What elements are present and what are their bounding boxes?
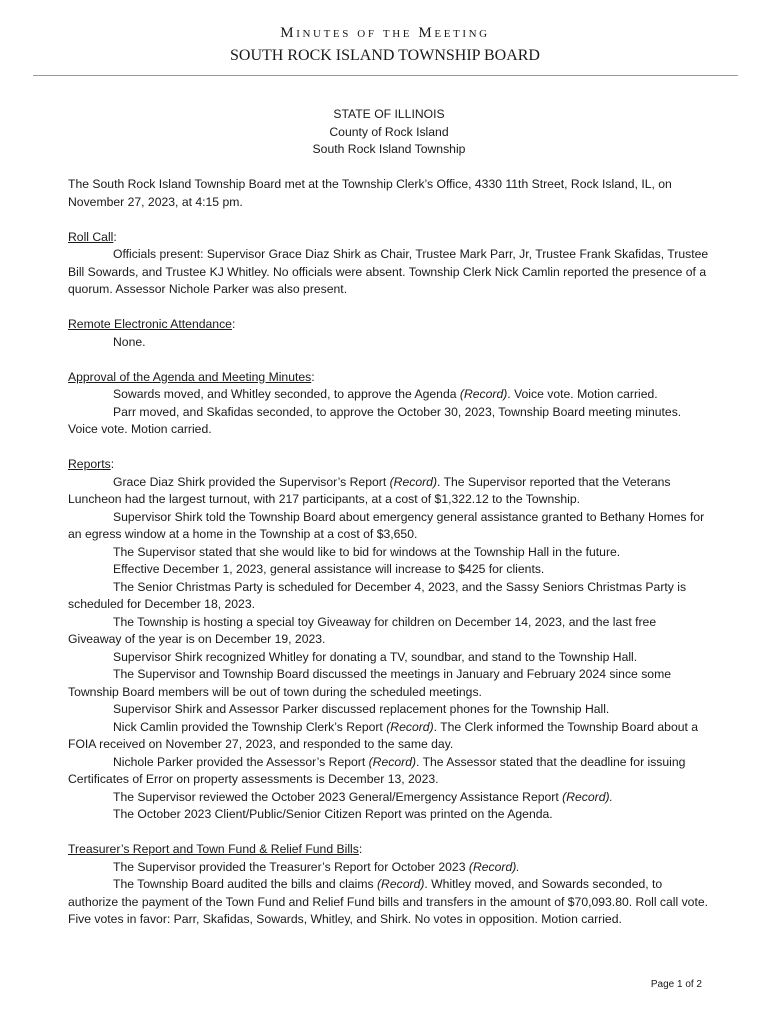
approval-heading: Approval of the Agenda and Meeting Minutes: (68, 369, 315, 384)
minutes-title: Minutes of the Meeting (280, 25, 490, 41)
report-item: Nichole Parker provided the Assessor’s Report (Record). The Assessor stated that the deadline for issuing Certificates of Error on property assessments is December 13, 2023. (68, 754, 686, 786)
report-item: The Supervisor and Township Board discussed the meetings in January and February 2024 since some Township Board members will be out of town during the scheduled meetings. (68, 667, 672, 699)
treasurer-heading: Treasurer’s Report and Town Fund & Relief Fund Bills: (68, 842, 363, 856)
treasurer-report-text: The Supervisor provided the Treasurer’s Report for October 2023 (Record). (113, 859, 520, 874)
treasurer-section (68, 841, 710, 929)
report-item: Grace Diaz Shirk provided the Supervisor’s Report (Record). The Supervisor reported that the Veterans Luncheon had the largest turnout, with 217 participants, at a cost of $1,322.12 to the Township. (68, 474, 671, 506)
page-number: Page 1 of 2 (650, 979, 702, 990)
report-item: The October 2023 Client/Public/Senior Citizen Report was printed on the Agenda. (113, 807, 553, 821)
approval-section (68, 369, 710, 439)
venue-state: STATE OF ILLINOIS (333, 107, 445, 121)
intro-paragraph: The South Rock Island Township Board met at the Township Clerk’s Office, 4330 11th Street, Rock Island, IL, on November 27, 2023, at 4:15 pm. (68, 177, 672, 209)
report-item: The Township is hosting a special toy Giveaway for children on December 14, 2023, and the last free Giveaway of the year is on December 19, 2023. (68, 614, 657, 646)
report-item: Nick Camlin provided the Township Clerk’s Report (Record). The Clerk informed the Township Board about a FOIA received on November 27, 2023, and responded to the same day. (68, 719, 699, 751)
reports-heading: Reports: (68, 457, 115, 471)
report-item: The Senior Christmas Party is scheduled for December 4, 2023, and the Sassy Seniors Christmas Party is scheduled for December 18, 2023. (68, 579, 687, 611)
roll-call-section (68, 229, 710, 299)
document-body (68, 106, 710, 929)
report-item: Supervisor Shirk and Assessor Parker discussed replacement phones for the Township Hall. (113, 702, 610, 716)
board-title: SOUTH ROCK ISLAND TOWNSHIP BOARD (230, 47, 540, 64)
reports-section (68, 456, 710, 824)
approval-minutes-text: Parr moved, and Skafidas seconded, to approve the October 30, 2023, Township Board meeting minutes. Voice vote. Motion carried. (68, 404, 682, 436)
remote-attendance-section (68, 316, 710, 351)
report-item: Supervisor Shirk told the Township Board about emergency general assistance granted to Bethany Homes for an egress window at a home in the Township at a cost of $3,650. (68, 509, 705, 541)
report-item: The Supervisor reviewed the October 2023 General/Emergency Assistance Report (Record). (113, 789, 613, 804)
report-item: Supervisor Shirk recognized Whitley for donating a TV, soundbar, and stand to the Township Hall. (113, 649, 638, 664)
approval-agenda-text: Sowards moved, and Whitley seconded, to approve the Agenda (Record). Voice vote. Motion carried. (113, 387, 658, 401)
report-item: Effective December 1, 2023, general assistance will increase to $425 for clients. (113, 562, 545, 576)
roll-call-text: Officials present: Supervisor Grace Diaz Shirk as Chair, Trustee Mark Parr, Jr, Trustee Frank Skafidas, Trustee Bill Sowards, and Trustee KJ Whitley. No officials were absent. Township Clerk Nick Camlin reported the presence of a quorum. Assessor Nichole Parker was also present. (68, 247, 709, 296)
report-item: The Supervisor stated that she would like to bid for windows at the Township Hall in the future. (113, 544, 621, 559)
header-divider (33, 75, 738, 76)
treasurer-bills-text: The Township Board audited the bills and claims (Record). Whitley moved, and Sowards seconded, to authorize the payment of the Town Fund and Relief Fund bills and transfers in the amount of $70,093.80. Roll call vote. Five votes in favor: Parr, Skafidas, Sowards, Whitley, and Shirk. No votes in opposition. Motion carried. (68, 877, 709, 926)
venue-township: South Rock Island Township (312, 142, 466, 156)
remote-attendance-text: None. (113, 334, 146, 349)
venue-block (68, 106, 710, 159)
document-header (0, 22, 770, 68)
venue-county: County of Rock Island (329, 124, 449, 139)
roll-call-heading: Roll Call: (68, 229, 117, 244)
remote-attendance-heading: Remote Electronic Attendance: (68, 317, 236, 331)
